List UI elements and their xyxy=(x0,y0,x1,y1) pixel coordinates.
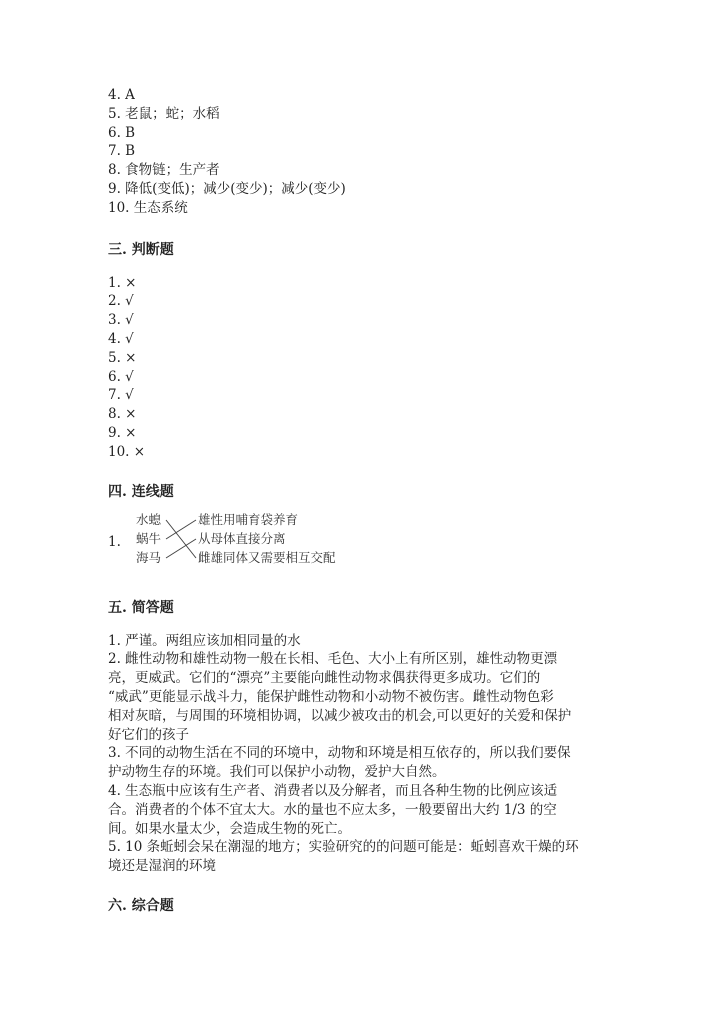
answer-line: 4. 生态瓶中应该有生产者、消费者以及分解者，而且各种生物的比例应该适 xyxy=(108,782,558,799)
animal-label: 蜗牛 xyxy=(136,530,162,546)
short-answer-3 xyxy=(108,744,608,782)
short-answer-5 xyxy=(108,838,608,876)
answer-line: 间。如果水量太少，会造成生物的死亡。 xyxy=(108,820,351,837)
judgment-item: 3. √ xyxy=(108,312,134,329)
answer-line: 好它们的孩子 xyxy=(108,726,189,743)
section-heading-short-answer: 五. 简答题 xyxy=(108,599,174,616)
answer-page xyxy=(108,86,608,916)
matching-number: 1. xyxy=(108,533,121,550)
match-line-shuixi xyxy=(166,520,196,558)
fill-answer-line: 8. 食物链；生产者 xyxy=(108,162,220,179)
answer-line: “威武”更能显示战斗力，能保护雌性动物和小动物不被伤害。雌性动物色彩 xyxy=(108,688,554,705)
answer-line: 护动物生存的环境。我们可以保护小动物，爱护大自然。 xyxy=(108,764,446,781)
matching-right-column xyxy=(198,510,336,567)
judgment-item: 5. × xyxy=(108,349,137,366)
judgment-item: 2. √ xyxy=(108,293,134,310)
judgment-answers xyxy=(108,274,608,462)
fill-answer-line: 9. 降低(变低)；减少(变少)；减少(变少) xyxy=(108,180,346,197)
matching-left-column xyxy=(136,510,161,567)
answer-line: 2. 雌性动物和雄性动物一般在长相、毛色、大小上有所区别，雄性动物更漂 xyxy=(108,651,558,668)
answer-line: 亮，更威武。它们的“漂亮”主要能向雌性动物求偶获得更多成功。它们的 xyxy=(108,670,541,687)
reproduction-label: 雌雄同体又需要相互交配 xyxy=(198,549,336,565)
answer-line: 相对灰暗，与周围的环境相协调，以减少被攻击的机会,可以更好的关爱和保护 xyxy=(108,707,572,724)
answer-line: 3. 不同的动物生活在不同的环境中，动物和环境是相互依存的，所以我们要保 xyxy=(108,745,571,762)
fill-answer-line: 6. B xyxy=(108,124,136,141)
reproduction-label: 雄性用哺育袋养育 xyxy=(198,511,299,527)
judgment-item: 8. × xyxy=(108,406,137,423)
short-answer-1 xyxy=(108,632,608,651)
judgment-item: 10. × xyxy=(108,443,146,460)
animal-label: 海马 xyxy=(136,549,162,565)
section-heading-comprehensive: 六. 综合题 xyxy=(108,897,174,914)
judgment-item: 6. √ xyxy=(108,368,134,385)
fill-answers xyxy=(108,86,608,218)
answer-line: 1. 严谨。两组应该加相同量的水 xyxy=(108,632,301,649)
judgment-item: 7. √ xyxy=(108,387,134,404)
match-line-woniu xyxy=(166,520,196,539)
match-line-haima xyxy=(166,539,196,558)
short-answer-4 xyxy=(108,782,608,838)
fill-answer-line: 5. 老鼠；蛇；水稻 xyxy=(108,105,220,122)
fill-answer-line: 4. A xyxy=(108,87,135,103)
judgment-item: 9. × xyxy=(108,424,137,441)
fill-answer-line: 10. 生态系统 xyxy=(108,199,188,216)
animal-label: 水螅 xyxy=(136,511,162,527)
answer-line: 合。消费者的个体不宜太大。水的量也不应太多，一般要留出大约 1/3 的空 xyxy=(108,801,557,818)
short-answer-2 xyxy=(108,650,608,744)
reproduction-label: 从母体直接分离 xyxy=(198,530,286,546)
answer-line: 5. 10 条蚯蚓会呆在潮湿的地方；实验研究的的问题可能是：蚯蚓喜欢干燥的环 xyxy=(108,839,579,856)
section-heading-matching: 四. 连线题 xyxy=(108,483,174,500)
judgment-item: 1. × xyxy=(108,274,137,291)
judgment-item: 4. √ xyxy=(108,330,134,347)
fill-answer-line: 7. B xyxy=(108,143,136,160)
section-heading-judgment: 三. 判断题 xyxy=(108,241,174,258)
answer-line: 境还是湿润的环境 xyxy=(108,858,216,875)
short-answers xyxy=(108,632,608,876)
matching-diagram xyxy=(108,510,608,576)
